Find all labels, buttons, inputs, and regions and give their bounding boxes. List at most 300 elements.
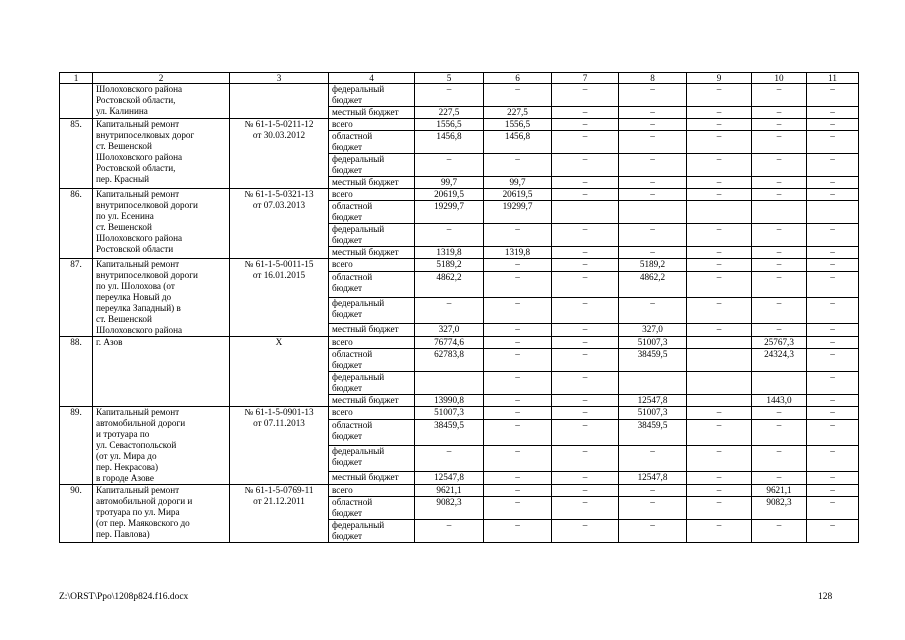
- cell-line: всего: [332, 189, 353, 199]
- funding-source: [329, 323, 415, 336]
- amount-cell: –: [415, 224, 484, 247]
- expertise-number: [230, 337, 329, 407]
- column-header: 1: [60, 73, 93, 84]
- amount-cell: 5189,2: [619, 259, 687, 272]
- cell-line: Капитальный ремонт: [96, 407, 180, 417]
- amount-cell: [752, 201, 807, 224]
- amount-cell: –: [619, 445, 687, 471]
- amount-cell: 51007,3: [415, 407, 484, 420]
- amount-cell: –: [752, 272, 807, 298]
- funding-source: [329, 471, 415, 484]
- amount-cell: –: [752, 297, 807, 323]
- amount-cell: –: [687, 520, 752, 543]
- amount-cell: –: [752, 420, 807, 446]
- cell-line: федеральный: [332, 445, 385, 456]
- amount-cell: –: [807, 247, 859, 259]
- column-header: 11: [807, 73, 859, 84]
- amount-cell: –: [619, 107, 687, 119]
- amount-cell: –: [807, 154, 859, 177]
- cell-line: местный бюджет: [332, 395, 399, 405]
- expertise-number: [230, 189, 329, 259]
- amount-cell: –: [687, 497, 752, 520]
- amount-cell: –: [484, 485, 552, 497]
- cell-line: № 61-1-5-0769-11: [244, 485, 314, 495]
- amount-cell: [687, 395, 752, 407]
- column-header: 10: [752, 73, 807, 84]
- cell-line: Капитальный ремонт: [96, 119, 180, 129]
- amount-cell: 4862,2: [415, 272, 484, 298]
- cell-line: внутрипоселковой дороги: [96, 270, 198, 280]
- amount-cell: –: [687, 407, 752, 420]
- cell-line: областной: [332, 272, 373, 283]
- funding-source: [329, 189, 415, 201]
- funding-source: [329, 119, 415, 131]
- cell-line: федеральный: [332, 520, 385, 530]
- funding-source: [329, 372, 415, 395]
- funding-source: [329, 420, 415, 446]
- cell-line: бюджет: [332, 456, 363, 467]
- amount-cell: [687, 201, 752, 224]
- column-header: 8: [619, 73, 687, 84]
- amount-cell: 25767,3: [752, 337, 807, 349]
- cell-line: бюджет: [332, 212, 363, 222]
- amount-cell: –: [484, 297, 552, 323]
- header-row: [60, 73, 859, 84]
- amount-cell: –: [619, 485, 687, 497]
- amount-cell: [807, 201, 859, 224]
- cell-line: Капитальный ремонт: [96, 189, 180, 199]
- cell-line: бюджет: [332, 235, 363, 245]
- amount-cell: –: [619, 189, 687, 201]
- amount-cell: –: [752, 131, 807, 154]
- amount-cell: 4862,2: [619, 272, 687, 298]
- amount-cell: 9082,3: [415, 497, 484, 520]
- amount-cell: –: [807, 297, 859, 323]
- amount-cell: –: [552, 471, 619, 484]
- amount-cell: [415, 372, 484, 395]
- amount-cell: 1319,8: [484, 247, 552, 259]
- amount-cell: –: [807, 520, 859, 543]
- funding-source: [329, 485, 415, 497]
- object-name: [93, 259, 230, 337]
- amount-cell: –: [807, 337, 859, 349]
- amount-cell: 12547,8: [415, 471, 484, 484]
- cell-line: переулка Новый до: [96, 292, 172, 302]
- cell-line: пер. Некрасова): [96, 462, 159, 472]
- amount-cell: 19299,7: [415, 201, 484, 224]
- amount-cell: –: [552, 224, 619, 247]
- funding-source: [329, 272, 415, 298]
- column-header: 9: [687, 73, 752, 84]
- amount-cell: –: [552, 131, 619, 154]
- cell-line: Шолоховского района: [96, 152, 183, 162]
- funding-source: [329, 297, 415, 323]
- amount-cell: –: [687, 107, 752, 119]
- cell-line: бюджет: [332, 283, 363, 294]
- funding-source: [329, 497, 415, 520]
- amount-cell: –: [807, 420, 859, 446]
- cell-line: ул. Севастопольской: [96, 440, 177, 450]
- amount-cell: 1556,5: [484, 119, 552, 131]
- amount-cell: –: [687, 297, 752, 323]
- cell-line: и тротуара по: [96, 429, 150, 439]
- cell-line: от 07.11.2013: [253, 418, 305, 428]
- amount-cell: 13990,8: [415, 395, 484, 407]
- amount-cell: –: [807, 485, 859, 497]
- cell-line: автомобильной дороги: [96, 418, 186, 428]
- amount-cell: –: [687, 119, 752, 131]
- cell-line: областной: [332, 201, 373, 211]
- amount-cell: –: [687, 189, 752, 201]
- object-name: [93, 119, 230, 189]
- amount-cell: –: [752, 119, 807, 131]
- cell-line: всего: [332, 485, 353, 495]
- amount-cell: –: [415, 297, 484, 323]
- amount-cell: –: [415, 84, 484, 107]
- cell-line: внутрипоселковой дороги: [96, 200, 198, 210]
- column-header: 3: [230, 73, 329, 84]
- footer-page-number: 128: [818, 592, 833, 602]
- amount-cell: –: [752, 154, 807, 177]
- funding-source: [329, 247, 415, 259]
- cell-line: областной: [332, 131, 373, 141]
- amount-cell: 51007,3: [619, 337, 687, 349]
- object-name: [93, 189, 230, 259]
- amount-cell: 51007,3: [619, 407, 687, 420]
- column-header: 4: [329, 73, 415, 84]
- amount-cell: –: [619, 247, 687, 259]
- amount-cell: –: [484, 272, 552, 298]
- column-header: 6: [484, 73, 552, 84]
- amount-cell: –: [807, 272, 859, 298]
- cell-line: бюджет: [332, 508, 363, 518]
- cell-line: Ростовской области: [96, 244, 174, 254]
- amount-cell: –: [619, 520, 687, 543]
- amount-cell: [552, 201, 619, 224]
- amount-cell: –: [752, 407, 807, 420]
- amount-cell: –: [484, 337, 552, 349]
- funding-source: [329, 84, 415, 107]
- amount-cell: –: [619, 177, 687, 189]
- cell-line: областной: [332, 349, 373, 359]
- amount-cell: [687, 337, 752, 349]
- amount-cell: –: [484, 420, 552, 446]
- amount-cell: 38459,5: [619, 420, 687, 446]
- amount-cell: –: [752, 84, 807, 107]
- row-number: [60, 84, 93, 119]
- amount-cell: 9082,3: [752, 497, 807, 520]
- cell-line: бюджет: [332, 360, 363, 370]
- amount-cell: 19299,7: [484, 201, 552, 224]
- amount-cell: –: [484, 259, 552, 272]
- amount-cell: –: [687, 84, 752, 107]
- amount-cell: –: [752, 520, 807, 543]
- expertise-number: [230, 119, 329, 189]
- funding-source: [329, 201, 415, 224]
- amount-cell: –: [687, 471, 752, 484]
- amount-cell: –: [484, 520, 552, 543]
- amount-cell: –: [807, 131, 859, 154]
- amount-cell: –: [619, 297, 687, 323]
- funding-source: [329, 407, 415, 420]
- amount-cell: [619, 201, 687, 224]
- amount-cell: –: [552, 485, 619, 497]
- cell-line: от 16.01.2015: [252, 270, 306, 280]
- amount-cell: –: [807, 323, 859, 336]
- amount-cell: –: [552, 119, 619, 131]
- cell-line: Ростовской области,: [96, 95, 176, 105]
- expertise-number: [230, 259, 329, 337]
- amount-cell: –: [619, 154, 687, 177]
- amount-cell: 1456,8: [415, 131, 484, 154]
- cell-line: (от пер. Маяковского до: [96, 518, 190, 528]
- amount-cell: 9621,1: [415, 485, 484, 497]
- cell-line: Х: [275, 337, 283, 347]
- funding-source: [329, 395, 415, 407]
- amount-cell: 20619,5: [484, 189, 552, 201]
- amount-cell: –: [687, 485, 752, 497]
- budget-table: [59, 72, 859, 543]
- amount-cell: –: [484, 154, 552, 177]
- cell-line: ст. Вешенской: [96, 141, 152, 151]
- amount-cell: –: [552, 520, 619, 543]
- funding-source: [329, 337, 415, 349]
- funding-source: [329, 349, 415, 372]
- expertise-number: [230, 407, 329, 485]
- amount-cell: [619, 372, 687, 395]
- table-row: [60, 407, 859, 420]
- cell-line: Шолоховского района: [96, 325, 183, 335]
- cell-line: в городе Азове: [96, 473, 154, 483]
- amount-cell: –: [484, 323, 552, 336]
- amount-cell: –: [687, 131, 752, 154]
- amount-cell: –: [752, 247, 807, 259]
- amount-cell: –: [484, 349, 552, 372]
- row-number: 89.: [60, 407, 93, 485]
- amount-cell: –: [752, 189, 807, 201]
- cell-line: всего: [332, 259, 353, 269]
- table-row: [60, 189, 859, 201]
- funding-source: [329, 520, 415, 543]
- amount-cell: 12547,8: [619, 471, 687, 484]
- amount-cell: –: [807, 349, 859, 372]
- funding-source: [329, 107, 415, 119]
- amount-cell: –: [687, 154, 752, 177]
- amount-cell: –: [752, 107, 807, 119]
- amount-cell: –: [415, 445, 484, 471]
- amount-cell: –: [619, 224, 687, 247]
- amount-cell: –: [415, 520, 484, 543]
- expertise-number: [230, 84, 329, 119]
- cell-line: бюджет: [332, 95, 363, 105]
- cell-line: ст. Вешенской: [96, 314, 152, 324]
- row-number: 86.: [60, 189, 93, 259]
- cell-line: областной: [332, 420, 373, 431]
- cell-line: федеральный: [332, 372, 385, 382]
- cell-line: Капитальный ремонт: [96, 485, 180, 495]
- amount-cell: –: [687, 224, 752, 247]
- cell-line: переулка Западный) в: [96, 303, 181, 313]
- amount-cell: –: [807, 259, 859, 272]
- cell-line: федеральный: [332, 297, 385, 308]
- amount-cell: –: [687, 259, 752, 272]
- amount-cell: –: [552, 395, 619, 407]
- amount-cell: –: [552, 337, 619, 349]
- cell-line: от 21.12.2011: [253, 496, 305, 506]
- amount-cell: –: [619, 497, 687, 520]
- cell-line: от 30.03.2012: [252, 130, 306, 140]
- amount-cell: –: [687, 177, 752, 189]
- amount-cell: 99,7: [484, 177, 552, 189]
- amount-cell: 76774,6: [415, 337, 484, 349]
- cell-line: федеральный: [332, 154, 385, 164]
- amount-cell: 327,0: [619, 323, 687, 336]
- amount-cell: –: [807, 445, 859, 471]
- cell-line: ст. Вешенской: [96, 222, 152, 232]
- amount-cell: –: [752, 471, 807, 484]
- cell-line: № 61-1-5-0321-13: [244, 189, 314, 199]
- amount-cell: 38459,5: [415, 420, 484, 446]
- amount-cell: 1443,0: [752, 395, 807, 407]
- amount-cell: –: [552, 154, 619, 177]
- amount-cell: 99,7: [415, 177, 484, 189]
- table-row: [60, 485, 859, 497]
- cell-line: местный бюджет: [332, 247, 399, 257]
- amount-cell: –: [484, 445, 552, 471]
- cell-line: бюджет: [332, 531, 363, 541]
- amount-cell: –: [752, 224, 807, 247]
- table-row: [60, 119, 859, 131]
- column-header: 2: [93, 73, 230, 84]
- amount-cell: –: [484, 407, 552, 420]
- cell-line: всего: [332, 337, 353, 347]
- funding-source: [329, 131, 415, 154]
- amount-cell: –: [484, 372, 552, 395]
- amount-cell: –: [687, 247, 752, 259]
- amount-cell: –: [619, 131, 687, 154]
- cell-line: всего: [332, 119, 353, 129]
- row-number: 85.: [60, 119, 93, 189]
- amount-cell: –: [552, 420, 619, 446]
- funding-source: [329, 445, 415, 471]
- amount-cell: [752, 372, 807, 395]
- cell-line: федеральный: [332, 84, 385, 94]
- amount-cell: –: [552, 272, 619, 298]
- funding-source: [329, 154, 415, 177]
- amount-cell: –: [484, 471, 552, 484]
- amount-cell: –: [687, 272, 752, 298]
- amount-cell: –: [752, 259, 807, 272]
- amount-cell: –: [619, 84, 687, 107]
- cell-line: Капитальный ремонт: [96, 259, 180, 269]
- amount-cell: –: [552, 297, 619, 323]
- amount-cell: 327,0: [415, 323, 484, 336]
- amount-cell: 227,5: [484, 107, 552, 119]
- amount-cell: –: [807, 471, 859, 484]
- cell-line: внутрипоселковых дорог: [96, 130, 195, 140]
- cell-line: ул. Калинина: [96, 106, 148, 116]
- cell-line: по ул. Шолохова (от: [96, 281, 175, 291]
- amount-cell: 227,5: [415, 107, 484, 119]
- amount-cell: –: [807, 372, 859, 395]
- object-name: [93, 84, 230, 119]
- footer-file-path: Z:\ORST\Ppo\1208p824.f16.docx: [59, 592, 189, 602]
- amount-cell: [687, 349, 752, 372]
- amount-cell: –: [752, 323, 807, 336]
- amount-cell: 24324,3: [752, 349, 807, 372]
- table-row: [60, 337, 859, 349]
- amount-cell: –: [552, 84, 619, 107]
- amount-cell: –: [807, 407, 859, 420]
- row-number: 90.: [60, 485, 93, 543]
- amount-cell: –: [807, 177, 859, 189]
- cell-line: пер. Павлова): [96, 529, 150, 539]
- cell-line: местный бюджет: [332, 471, 399, 482]
- amount-cell: –: [807, 84, 859, 107]
- cell-line: пер. Красный: [96, 174, 150, 184]
- amount-cell: 1319,8: [415, 247, 484, 259]
- amount-cell: –: [552, 177, 619, 189]
- cell-line: бюджет: [332, 431, 363, 442]
- amount-cell: –: [619, 119, 687, 131]
- amount-cell: –: [807, 395, 859, 407]
- cell-line: тротуара по ул. Мира: [96, 507, 180, 517]
- amount-cell: 38459,5: [619, 349, 687, 372]
- cell-line: бюджет: [332, 165, 363, 175]
- cell-line: федеральный: [332, 224, 385, 234]
- funding-source: [329, 177, 415, 189]
- amount-cell: –: [552, 372, 619, 395]
- amount-cell: 1556,5: [415, 119, 484, 131]
- cell-line: по ул. Есенина: [96, 211, 154, 221]
- amount-cell: 62783,8: [415, 349, 484, 372]
- amount-cell: –: [552, 497, 619, 520]
- funding-source: [329, 224, 415, 247]
- cell-line: местный бюджет: [332, 323, 399, 334]
- amount-cell: [687, 372, 752, 395]
- amount-cell: 5189,2: [415, 259, 484, 272]
- amount-cell: –: [484, 224, 552, 247]
- amount-cell: 1456,8: [484, 131, 552, 154]
- cell-line: № 61-1-5-0901-13: [244, 407, 314, 417]
- cell-line: местный бюджет: [332, 107, 399, 117]
- cell-line: бюджет: [332, 383, 363, 393]
- table-row: [60, 84, 859, 107]
- column-header: 7: [552, 73, 619, 84]
- amount-cell: –: [807, 119, 859, 131]
- object-name: [93, 407, 230, 485]
- row-number: 88.: [60, 337, 93, 407]
- amount-cell: –: [687, 420, 752, 446]
- amount-cell: –: [807, 107, 859, 119]
- cell-line: бюджет: [332, 142, 363, 152]
- cell-line: от 07.03.2013: [252, 200, 306, 210]
- cell-line: автомобильной дороги и: [96, 496, 193, 506]
- cell-line: г. Азов: [96, 337, 123, 347]
- cell-line: Шолоховского района: [96, 233, 183, 243]
- row-number: 87.: [60, 259, 93, 337]
- amount-cell: –: [552, 407, 619, 420]
- cell-line: областной: [332, 497, 373, 507]
- amount-cell: 20619,5: [415, 189, 484, 201]
- cell-line: Шолоховского района: [96, 84, 183, 94]
- amount-cell: –: [552, 247, 619, 259]
- amount-cell: –: [552, 189, 619, 201]
- amount-cell: –: [484, 395, 552, 407]
- amount-cell: –: [552, 259, 619, 272]
- amount-cell: –: [807, 497, 859, 520]
- cell-line: Ростовской области,: [96, 163, 176, 173]
